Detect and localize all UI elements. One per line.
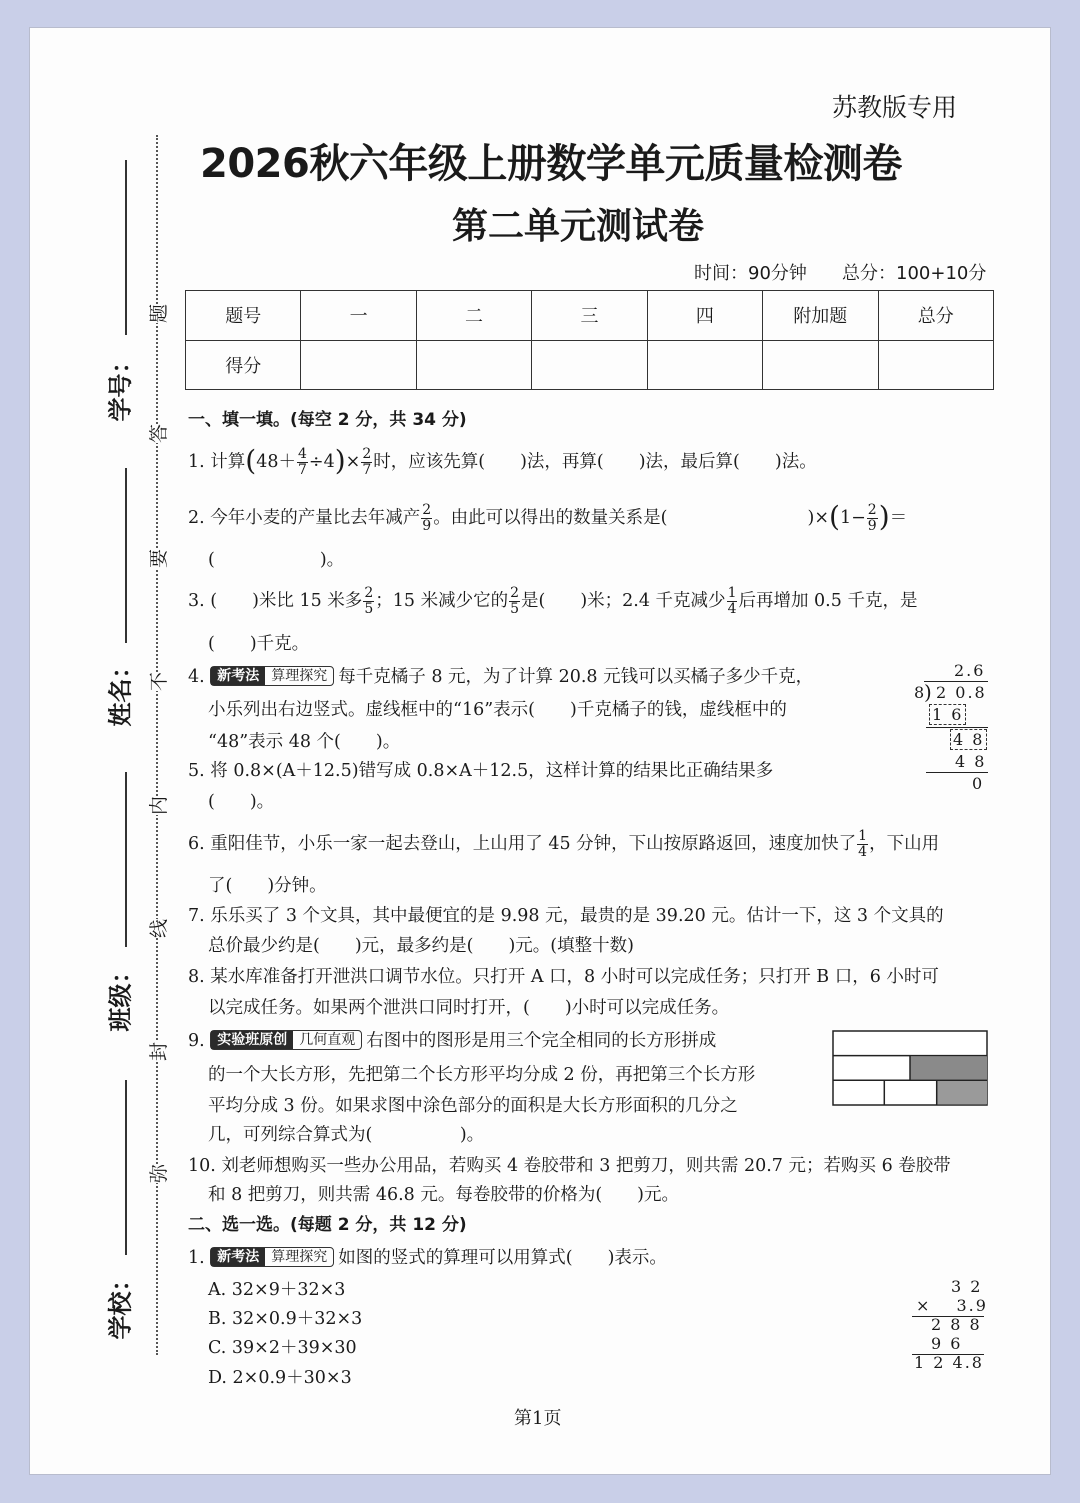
q6-text: ，下山用 <box>869 834 940 854</box>
question-9: 9. 实验班原创 几何直观 右图中的图形是用三个完全相同的长方形拼成 <box>188 1031 717 1051</box>
score-row-label: 得分 <box>186 340 301 390</box>
student-number-line[interactable] <box>125 160 127 335</box>
score-table-score-row <box>186 340 994 390</box>
section2-question-1: 1. 新考法 算理探究 如图的竖式的算理可以用算式( )表示。 <box>188 1248 667 1268</box>
score-cell: 四 <box>647 291 762 341</box>
score-input-cell[interactable] <box>416 340 531 390</box>
q9-line1: 右图中的图形是用三个完全相同的长方形拼成 <box>366 1031 717 1051</box>
fraction: $\frac{4}{7}$ <box>297 446 307 478</box>
dashed-box-16: 1 6 <box>929 704 966 725</box>
fraction: $\frac{2}{9}$ <box>867 502 877 534</box>
choice-b[interactable]: B. 32×0.9＋32×3 <box>208 1309 363 1329</box>
class-label: 班级： <box>106 959 135 1032</box>
mult-partial-1: 2 8 8 <box>931 1315 982 1334</box>
division-divisor: 8 <box>914 683 927 702</box>
q2-text: 1− <box>839 508 866 528</box>
page-number: 第1页 <box>514 1408 562 1429</box>
q3-text: 是( )米；2.4 千克减少 <box>521 591 726 611</box>
exam-subtitle: 第二单元测试卷 <box>452 206 705 247</box>
q7-line2: 总价最少约是( )元，最多约是( )元。(填整十数) <box>208 936 634 956</box>
q4-line2: 小乐列出右边竖式。虚线框中的“16”表示( )千克橘子的钱，虚线框中的 <box>208 700 787 720</box>
exam-total: 总分：100+10分 <box>842 263 987 284</box>
score-cell: 总分 <box>878 291 993 341</box>
question-8: 8. 某水库准备打开泄洪口调节水位。只打开 A 口，8 小时可以完成任务；只打开 B 口，6 小时可 <box>188 967 939 987</box>
score-cell: 题号 <box>186 291 301 341</box>
score-input-cell[interactable] <box>647 340 762 390</box>
question-4: 4. 新考法 算理探究 每千克橘子 8 元，为了计算 20.8 元钱可以买橘子多少千克， <box>188 667 814 687</box>
shaded-half <box>910 1056 987 1079</box>
division-bar <box>924 681 988 682</box>
seal-char: 要 <box>144 549 171 568</box>
score-input-cell[interactable] <box>301 340 416 390</box>
q1-text: 时，应该先算( )法，再算( )法，最后算( )法。 <box>373 452 817 472</box>
exam-title: 2026秋六年级上册数学单元质量检测卷 <box>200 141 902 187</box>
tag-new-method: 新考法 算理探究 <box>210 1247 334 1267</box>
q4-line1: 每千克橘子 8 元，为了计算 20.8 元钱可以买橘子多少千克， <box>338 667 814 687</box>
fraction: $\frac{2}{5}$ <box>364 585 374 617</box>
fraction: $\frac{2}{9}$ <box>422 502 432 534</box>
shaded-third <box>937 1081 987 1104</box>
exam-time: 时间：90分钟 <box>694 263 807 284</box>
q9-line2: 的一个大长方形，先把第二个长方形平均分成 2 份，再把第三个长方形 <box>208 1065 756 1085</box>
student-number-label: 学号： <box>106 349 135 422</box>
name-label: 姓名： <box>106 654 135 727</box>
q8-line2: 以完成任务。如果两个泄洪口同时打开，( )小时可以完成任务。 <box>208 998 730 1018</box>
seal-char: 不 <box>144 672 171 691</box>
choice-a[interactable]: A. 32×9＋32×3 <box>208 1280 346 1300</box>
school-label: 学校： <box>106 1267 135 1340</box>
q2-text: ＝ <box>889 508 908 528</box>
question-2: 2. 今年小麦的产量比去年减产 $\frac{2}{9}$ 。由此可以得出的数量关系是( )×(1− $\frac{2}{9}$ )＝ <box>188 500 908 534</box>
q6-line2: 了( )分钟。 <box>208 876 327 896</box>
q5-line2: ( )。 <box>208 792 275 812</box>
edition-label: 苏教版专用 <box>832 93 958 122</box>
score-input-cell[interactable] <box>532 340 647 390</box>
fraction: $\frac{2}{5}$ <box>510 585 519 617</box>
q1-text: × <box>345 452 361 472</box>
seal-char: 题 <box>144 304 171 323</box>
choice-d[interactable]: D. 2×0.9＋30×3 <box>208 1368 352 1388</box>
q10-line2: 和 8 把剪刀，则共需 46.8 元。每卷胶带的价格为( )元。 <box>208 1185 680 1205</box>
rectangle-figure <box>832 1030 988 1106</box>
choice-c[interactable]: C. 39×2＋39×30 <box>208 1338 357 1358</box>
q2-text: 2. 今年小麦的产量比去年减产 <box>188 508 421 528</box>
question-10: 10. 刘老师想购买一些办公用品，若购买 4 卷胶带和 3 把剪刀，则共需 20.7 元；若购买 6 卷胶带 <box>188 1156 951 1176</box>
division-rule <box>926 772 988 773</box>
q3-line2: ( )千克。 <box>208 634 310 654</box>
q9-line3: 平均分成 3 份。如果求图中涂色部分的面积是大长方形面积的几分之 <box>208 1096 738 1116</box>
q2-text: 。由此可以得出的数量关系是( )× <box>433 508 830 528</box>
score-cell: 三 <box>532 291 647 341</box>
tag-original: 实验班原创 几何直观 <box>210 1030 362 1050</box>
q3-text: 3. ( )米比 15 米多 <box>188 591 363 611</box>
seal-char: 线 <box>144 919 171 938</box>
question-7: 7. 乐乐买了 3 个文具，其中最便宜的是 9.98 元，最贵的是 39.20 元。估计一下，这 3 个文具的 <box>188 906 944 926</box>
score-table <box>185 290 994 390</box>
school-line[interactable] <box>125 1080 127 1255</box>
mult-top: 3 2 <box>951 1277 983 1296</box>
question-3 <box>188 586 917 617</box>
s2q1-text: 如图的竖式的算理可以用算式( )表示。 <box>338 1248 667 1268</box>
mult-partial-2: 9 6 <box>931 1334 963 1353</box>
fraction: $\frac{2}{7}$ <box>362 446 372 478</box>
mult-second: × 3.9 <box>916 1296 988 1315</box>
division-quotient: 2.6 <box>954 661 986 680</box>
division-remainder: 0 <box>972 774 985 793</box>
q3-text: ；15 米减少它的 <box>375 591 509 611</box>
fraction: $\frac{1}{4}$ <box>858 828 868 860</box>
fraction: $\frac{1}{4}$ <box>727 585 737 617</box>
section-2-heading: 二、选一选。(每题 2 分，共 12 分) <box>188 1215 467 1235</box>
score-cell: 附加题 <box>763 291 878 341</box>
mult-result: 1 2 4.8 <box>914 1353 984 1372</box>
name-line[interactable] <box>125 468 127 643</box>
section-1-heading: 一、填一填。(每空 2 分，共 34 分) <box>188 410 467 430</box>
division-dividend: 2 0.8 <box>936 683 987 702</box>
division-subtract-2: 4 8 <box>955 752 987 771</box>
q2-line2: ( )。 <box>208 550 345 570</box>
dashed-box-48: 4 8 <box>950 729 987 750</box>
q1-text: 48＋ <box>256 452 296 472</box>
score-input-cell[interactable] <box>878 340 993 390</box>
seal-char: 答 <box>144 424 171 443</box>
score-table-header-row <box>186 291 994 341</box>
division-bracket: ) <box>924 680 932 704</box>
question-5: 5. 将 0.8×(A＋12.5)错写成 0.8×A＋12.5，这样计算的结果比正确结果多 <box>188 761 774 781</box>
score-input-cell[interactable] <box>763 340 878 390</box>
q4-line3: “48”表示 48 个( )。 <box>208 732 401 752</box>
q3-text: 后再增加 0.5 千克，是 <box>738 591 918 611</box>
q1-text: 1. 计算 <box>188 452 246 472</box>
question-1: 1. 计算(48＋ $\frac{4}{7}$ ÷4)× $\frac{2}{7}$ 时，应该先算( )法，再算( )法，最后算( )法。 <box>188 444 817 478</box>
score-cell: 一 <box>301 291 416 341</box>
score-cell: 二 <box>416 291 531 341</box>
q6-text: 6. 重阳佳节，小乐一家一起去登山，上山用了 45 分钟，下山按原路返回，速度加快了 <box>188 834 857 854</box>
q9-line4: 几，可列综合算式为( )。 <box>208 1125 485 1145</box>
q1-text: ÷4 <box>308 452 335 472</box>
division-rule <box>926 727 988 728</box>
question-6 <box>188 829 939 860</box>
class-line[interactable] <box>125 772 127 947</box>
tag-new-method: 新考法 算理探究 <box>210 666 334 686</box>
seal-char: 封 <box>144 1042 171 1061</box>
seal-char: 弥 <box>144 1164 171 1183</box>
seal-char: 内 <box>144 796 171 815</box>
